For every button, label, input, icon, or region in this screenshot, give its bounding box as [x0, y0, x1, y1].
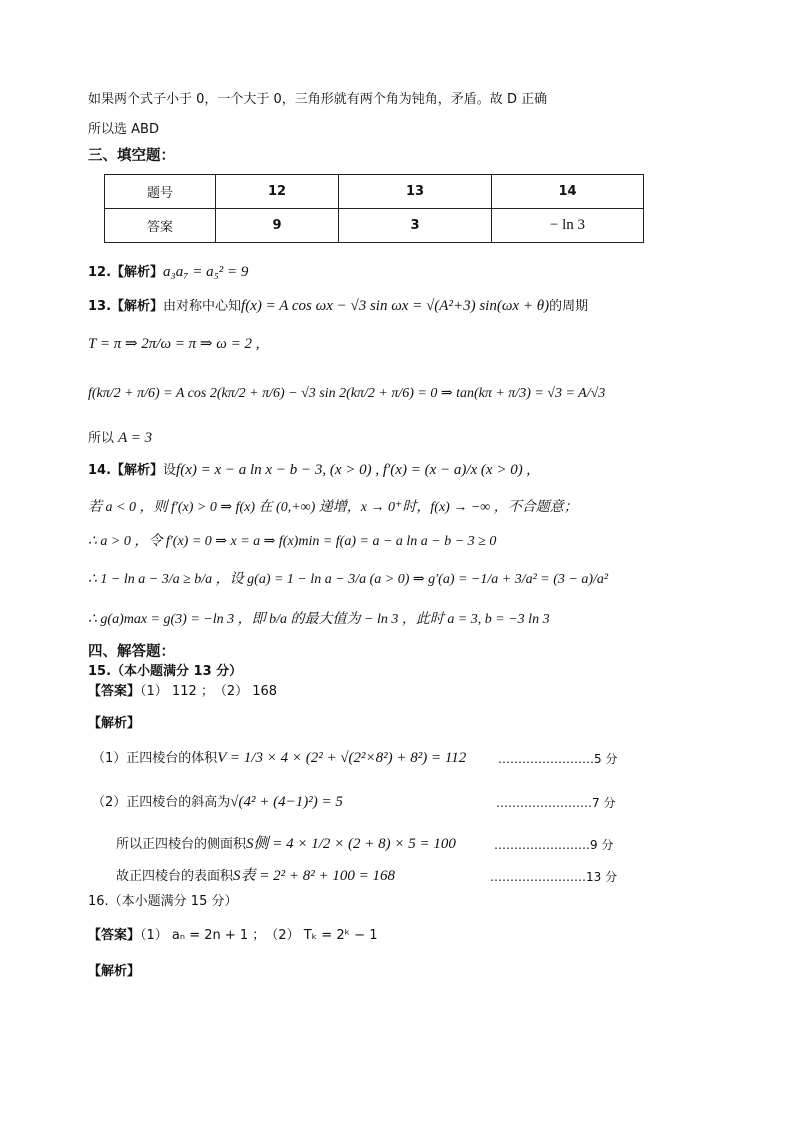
q13-line-1	[88, 296, 588, 317]
table-row	[105, 175, 644, 209]
q12-line	[88, 262, 248, 283]
section-3-title: 三、填空题：	[88, 148, 175, 164]
answer-table	[104, 174, 644, 243]
question-number: 13	[339, 175, 492, 209]
q15-part-4	[116, 866, 395, 887]
q15-part-2-math: √(4² + (4−1)²) = 5	[230, 794, 343, 810]
q15-score-1: ……………………5 分	[498, 752, 618, 766]
intro-line-2: 所以选 ABD	[88, 122, 159, 137]
q15-answer-text: （1） 112 ； （2） 168	[140, 684, 278, 699]
q15-part-3	[116, 834, 456, 855]
q15-part-1-math: V = 1/3 × 4 × (2² + √(2²×8²) + 8²) = 112	[217, 750, 467, 766]
q13-conclusion-math: A = 3	[118, 430, 153, 446]
q12-math: a₃a₇ = a₅² = 9	[163, 264, 249, 280]
q16-answer-text: （1） aₙ = 2n + 1 ； （2） Tₖ = 2ᵏ − 1	[140, 928, 378, 943]
q15-part-4-math: S表 = 2² + 8² + 100 = 168	[233, 868, 395, 884]
q15-part-1	[92, 748, 466, 769]
q15-part-2	[92, 792, 343, 813]
q15-score-3: ……………………9 分	[494, 838, 614, 852]
table-row-label: 题号	[105, 175, 216, 209]
q13-text-1: 由对称中心知	[163, 299, 242, 314]
question-number: 14	[492, 175, 644, 209]
q14-line-4: ∴ 1 − ln a − 3/a ≥ b/a ，设 g(a) = 1 − ln a − 3/a (a > 0) ⇒ g′(a) = −1/a + 3/a² = (3 − a)/a²	[88, 572, 609, 587]
q15-analysis-label: 【解析】	[88, 716, 141, 731]
q13-formula: f(x) = A cos ωx − √3 sin ωx = √(A²+3) sin(ωx + θ)	[241, 298, 550, 314]
q14-line-5: ∴ g(a)max = g(3) = −ln 3 ，即 b/a 的最大值为 − ln 3 ，此时 a = 3, b = −3 ln 3	[88, 612, 550, 627]
q15-header: 15.（本小题满分 13 分）	[88, 664, 243, 679]
q13-period: T = π ⇒ 2π/ω = π ⇒ ω = 2 ,	[88, 336, 260, 352]
q16-header: 16.（本小题满分 15 分）	[88, 894, 238, 909]
q13-equation: f(kπ/2 + π/6) = A cos 2(kπ/2 + π/6) − √3 sin 2(kπ/2 + π/6) = 0 ⇒ tan(kπ + π/3) = √3 = A/√3	[88, 386, 606, 401]
answer-cell: − ln 3	[492, 209, 644, 243]
q13-label: 13.【解析】	[88, 299, 164, 314]
q15-part-3-math: S侧 = 4 × 1/2 × (2 + 8) × 5 = 100	[246, 836, 456, 852]
q16-answer	[88, 926, 378, 946]
q15-part-4-text: 故正四棱台的表面积	[116, 869, 234, 884]
q13-text-2: 的周期	[549, 299, 589, 314]
table-row	[105, 209, 644, 243]
q15-score-4: ……………………13 分	[490, 870, 618, 884]
q14-line-3: ∴ a > 0 ，令 f′(x) = 0 ⇒ x = a ⇒ f(x)min = f(a) = a − a ln a − b − 3 ≥ 0	[88, 534, 497, 549]
q16-analysis-label: 【解析】	[88, 964, 141, 979]
q15-answer	[88, 682, 277, 702]
table-row-label: 答案	[105, 209, 216, 243]
q15-score-2: ……………………7 分	[496, 796, 616, 810]
q15-part-2-text: （2）正四棱台的斜高为	[92, 795, 231, 810]
q12-label: 12.【解析】	[88, 265, 164, 280]
q14-line-2: 若 a < 0 ，则 f′(x) > 0 ⇒ f(x) 在 (0,+∞) 递增，x → 0⁺时，f(x) → −∞ ，不合题意；	[88, 500, 578, 515]
q15-part-3-text: 所以正四棱台的侧面积	[116, 837, 247, 852]
question-number: 12	[216, 175, 339, 209]
q13-conclusion-text: 所以	[88, 431, 115, 446]
q14-line-1	[88, 460, 530, 481]
answer-cell: 9	[216, 209, 339, 243]
q16-answer-label: 【答案】	[88, 928, 141, 943]
intro-line-1: 如果两个式子小于 0，一个大于 0，三角形就有两个角为钝角，矛盾。故 D 正确	[88, 92, 548, 107]
section-4-title: 四、解答题：	[88, 644, 175, 660]
answer-cell: 3	[339, 209, 492, 243]
q14-text-1: 设	[163, 463, 177, 478]
q14-formula-1: f(x) = x − a ln x − b − 3, (x > 0) , f′(x) = (x − a)/x (x > 0) ,	[176, 462, 531, 478]
q15-answer-label: 【答案】	[88, 684, 141, 699]
q13-conclusion	[88, 428, 152, 449]
q14-label: 14.【解析】	[88, 463, 164, 478]
q15-part-1-text: （1）正四棱台的体积	[92, 751, 218, 766]
